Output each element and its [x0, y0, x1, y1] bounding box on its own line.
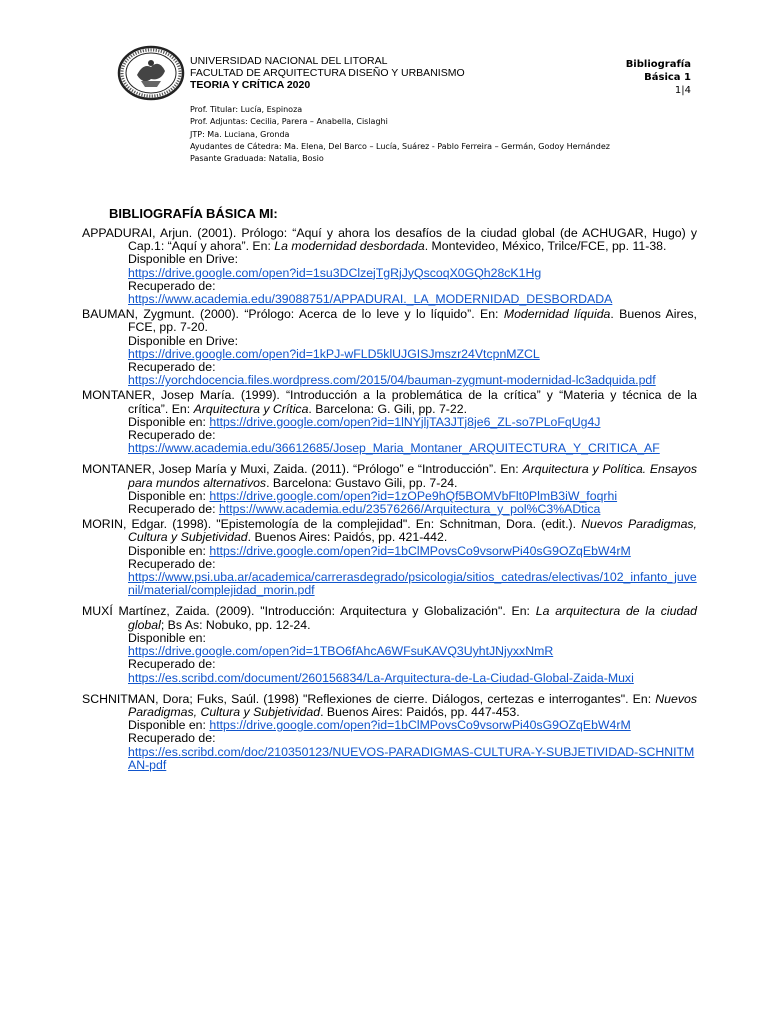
staff-line: Pasante Graduada: Natalia, Bosio: [190, 154, 324, 164]
citation-title: La arquitectura de la ciudad global: [128, 604, 697, 632]
doc-title-line2: Básica 1: [644, 72, 691, 83]
citation-title: Modernidad líquida: [503, 307, 611, 322]
citation-title: La modernidad desbordada: [274, 239, 425, 254]
availability-label: Disponible en:: [128, 630, 206, 645]
bibliography-list: [82, 227, 697, 774]
availability-line: [82, 545, 697, 558]
citation-title: Nuevos Paradigmas, Cultura y Subjetividad: [128, 517, 697, 545]
availability-label: Recuperado de:: [128, 657, 216, 672]
faculty-name: FACULTAD DE ARQUITECTURA DISEÑO Y URBANISMO: [190, 67, 465, 79]
page-indicator: [626, 84, 691, 97]
entry-citation: [82, 518, 697, 544]
entry-citation: [82, 463, 697, 489]
page-separator: |: [681, 85, 685, 96]
source-link[interactable]: https://drive.google.com/open?id=1bClMPovsCo9vsorwPi40sG9OZqEbW4rM: [209, 543, 631, 558]
citation-publisher: ; Bs As: Nobuko, pp. 12-24.: [160, 617, 311, 632]
citation-publisher: . Montevideo, México, Trilce/FCE, pp. 11-38.: [424, 239, 667, 254]
source-link[interactable]: https://www.academia.edu/36612685/Josep_Maria_Montaner_ARQUITECTURA_Y_CRITICA_AF: [128, 441, 660, 456]
bibliography-entry: [82, 389, 697, 455]
source-link[interactable]: https://drive.google.com/open?id=1zOPe9hQf5BOMVbFlt0PlmB3iW_foqrhi: [209, 488, 618, 503]
source-link[interactable]: https://drive.google.com/open?id=1su3DClzejTgRjJyQscoqX0GQh28cK1Hg: [128, 265, 542, 280]
availability-label: Recuperado de:: [128, 502, 219, 517]
citation-title: Nuevos Paradigmas, Cultura y Subjetividad: [128, 691, 697, 719]
source-link[interactable]: https://www.academia.edu/39088751/APPADURAI._LA_MODERNIDAD_DESBORDADA: [128, 292, 613, 307]
availability-label: Disponible en:: [128, 543, 210, 558]
citation-publisher: . Barcelona: Gustavo Gili, pp. 7-24.: [266, 475, 458, 490]
bibliography-entry: [82, 463, 697, 516]
entry-citation: [82, 389, 697, 415]
citation-text: MORIN, Edgar. (1998). "Epistemología de la complejidad". En: Schnitman, Dora. (edit.).: [82, 517, 582, 532]
citation-text: SCHNITMAN, Dora; Fuks, Saúl. (1998) "Reflexiones de cierre. Diálogos, certezas e interrogantes". En:: [82, 691, 656, 706]
entry-citation: [82, 308, 697, 334]
citation-text: MUXÍ Martínez, Zaida. (2009). "Introducción: Arquitectura y Globalización". En:: [82, 604, 536, 619]
staff-line: JTP: Ma. Luciana, Gronda: [190, 129, 290, 139]
citation-text: BAUMAN, Zygmunt. (2000). “Prólogo: Acerca de lo leve y lo líquido”. En:: [82, 307, 504, 322]
source-link[interactable]: https://drive.google.com/open?id=1TBO6fAhcA6WFsuKAVQ3UyhtJNjyxxNmR: [128, 644, 554, 659]
availability-label: Recuperado de:: [128, 360, 216, 375]
source-link[interactable]: https://es.scribd.com/document/260156834/La-Arquitectura-de-La-Ciudad-Global-Zaida-Muxi: [128, 670, 634, 685]
bibliography-entry: [82, 605, 697, 684]
citation-publisher: . Barcelona: G. Gili, pp. 7-22.: [308, 401, 467, 416]
staff-line: Prof. Titular: Lucía, Espinoza: [190, 105, 303, 114]
entry-citation: [82, 605, 697, 631]
institution-block: [190, 55, 465, 91]
staff-line: Ayudantes de Cátedra: Ma. Elena, Del Barco – Lucía, Suárez - Pablo Ferreira – Germán, Godoy Hernández: [190, 141, 610, 151]
staff-line: Prof. Adjuntas: Cecilia, Parera – Anabella, Cislaghi: [190, 117, 388, 127]
course-name: TEORIA Y CRÍTICA 2020: [190, 79, 311, 91]
bibliography-entry: [82, 693, 697, 772]
source-link[interactable]: https://yorchdocencia.files.wordpress.com/2015/04/bauman-zygmunt-modernidad-lc3adquida.pdf: [128, 373, 656, 388]
availability-label: Recuperado de:: [128, 731, 216, 746]
university-name: UNIVERSIDAD NACIONAL DEL LITORAL: [190, 55, 388, 67]
citation-publisher: . Buenos Aires: Paidós, pp. 447-453.: [320, 704, 520, 719]
document-header-right: [626, 58, 691, 97]
availability-label: Disponible en Drive:: [128, 252, 239, 267]
availability-label: Disponible en Drive:: [128, 333, 239, 348]
availability-label: Disponible en:: [128, 414, 210, 429]
bibliography-entry: [82, 308, 697, 387]
availability-label: Recuperado de:: [128, 278, 216, 293]
source-link[interactable]: https://www.psi.uba.ar/academica/carrerasdegrado/psicologia/sitios_catedras/electivas/102_infanto_juvenil/material/complejidad_morin.pdf: [128, 570, 697, 598]
page-number: 1: [674, 85, 682, 96]
citation-title: Arquitectura y Política. Ensayos para mundos alternativos: [128, 462, 697, 490]
citation-publisher: . Buenos Aires, FCE, pp. 7-20.: [128, 307, 697, 335]
source-link[interactable]: https://drive.google.com/open?id=1kPJ-wFLD5klUJGISJmszr24VtcpnMZCL: [128, 346, 540, 361]
citation-text: MONTANER, Josep María. (1999). “Introducción a la problemática de la crítica” y “Materia y técnica de la crítica”. En:: [82, 388, 697, 416]
source-link[interactable]: https://es.scribd.com/doc/210350123/NUEVOS-PARADIGMAS-CULTURA-Y-SUBJETIVIDAD-SCHNITMAN-pdf: [128, 744, 695, 772]
bibliography-entry: [82, 227, 697, 306]
source-link[interactable]: https://www.academia.edu/23576266/Arquitectura_y_pol%C3%ADtica: [218, 502, 601, 517]
citation-text: MONTANER, Josep María y Muxi, Zaida. (2011). “Prólogo” e “Introducción”. En:: [82, 462, 523, 477]
availability-label: Disponible en:: [128, 488, 210, 503]
citation-publisher: . Buenos Aires: Paidós, pp. 421-442.: [247, 530, 448, 545]
source-link[interactable]: https://drive.google.com/open?id=1bClMPovsCo9vsorwPi40sG9OZqEbW4rM: [209, 718, 631, 733]
section-title: BIBLIOGRAFÍA BÁSICA MI:: [109, 206, 278, 221]
entry-citation: [82, 227, 697, 253]
availability-label: Recuperado de:: [128, 556, 216, 571]
university-seal-logo: [117, 45, 185, 101]
availability-label: Disponible en:: [128, 718, 210, 733]
entry-citation: [82, 693, 697, 719]
staff-list: [190, 104, 610, 165]
citation-title: Arquitectura y Crítica: [193, 401, 309, 416]
bibliography-entry: [82, 518, 697, 597]
availability-line: [82, 503, 697, 516]
citation-text: APPADURAI, Arjun. (2001). Prólogo: “Aquí y ahora los desafíos de la ciudad global (de ACHUGAR, Hugo) y Cap.1: “Aquí y ahora”. En:: [82, 226, 697, 254]
page-total: 4: [684, 85, 691, 96]
availability-label: Recuperado de:: [128, 428, 216, 443]
doc-title-line1: Bibliografía: [625, 59, 691, 70]
source-link[interactable]: https://drive.google.com/open?id=1lNYjljTA3JTj8je6_ZL-so7PLoFqUg4J: [209, 414, 601, 429]
